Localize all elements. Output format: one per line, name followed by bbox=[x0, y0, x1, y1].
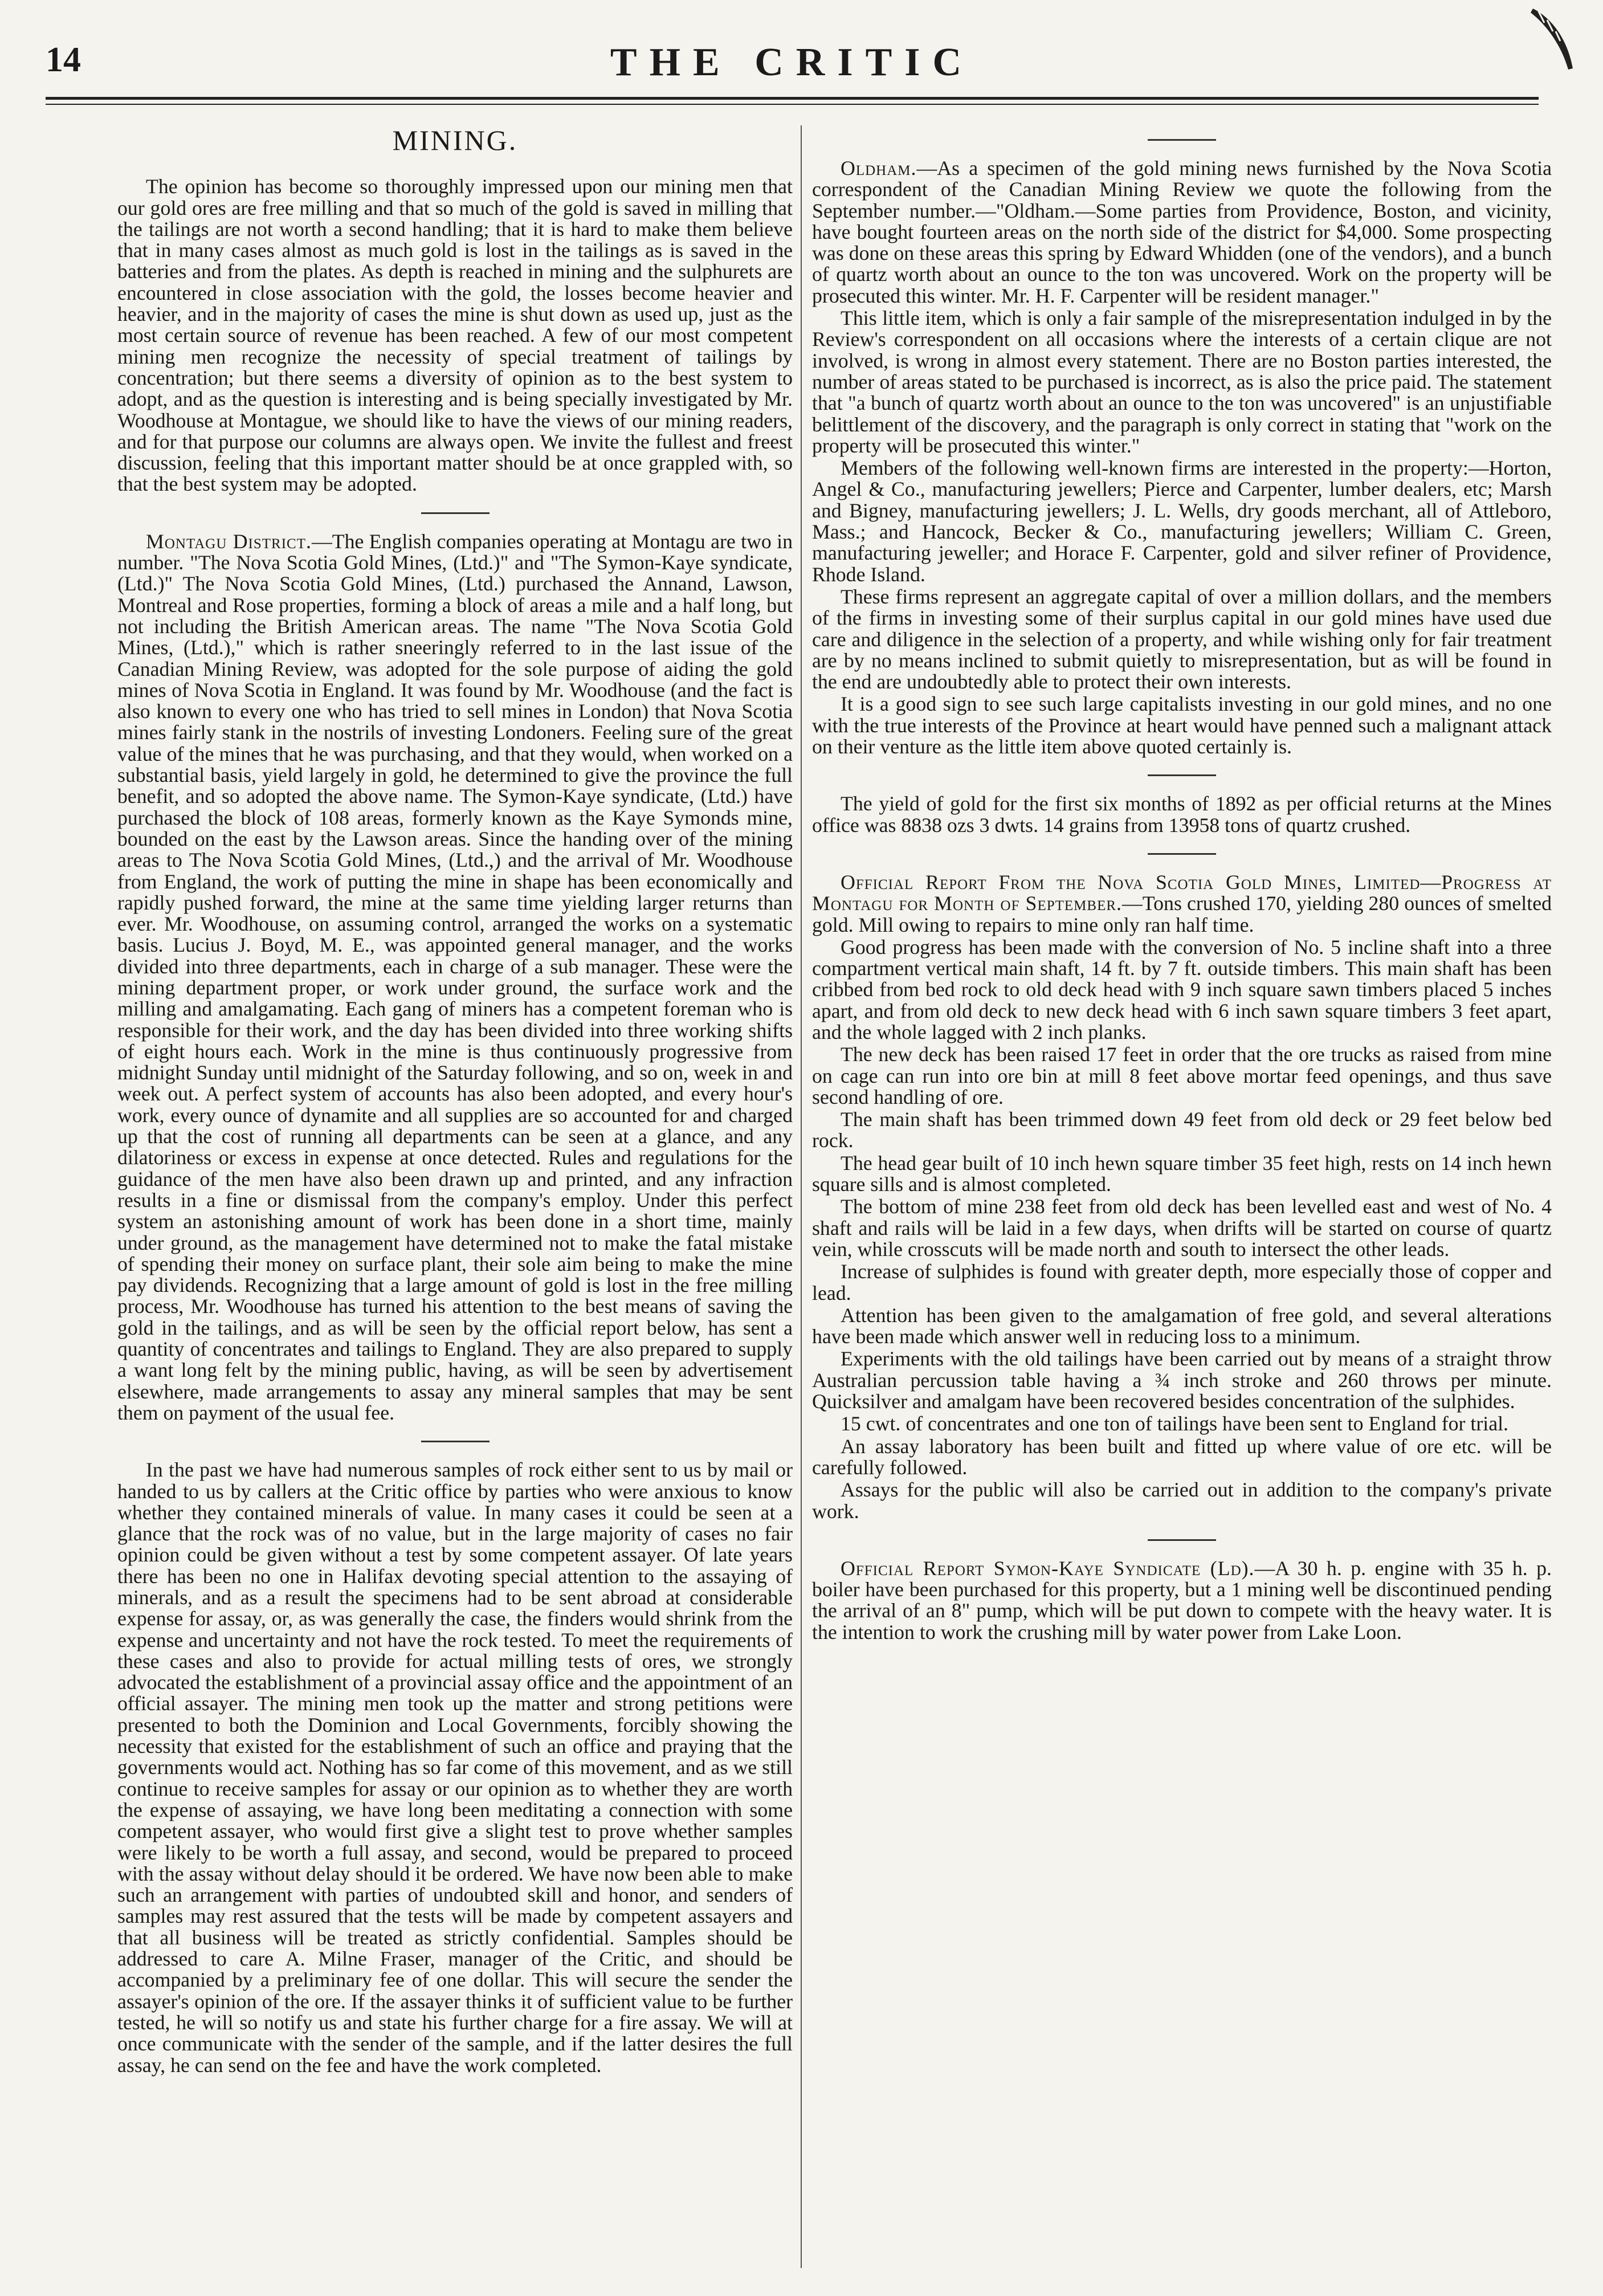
montagu-lead: Montagu District. bbox=[146, 529, 312, 553]
left-column bbox=[117, 125, 793, 2268]
progress-paragraph: Good progress has been made with the conversion of No. 5 incline shaft into a three compartment vertical main shaft, 14 ft. by 7 ft. outside timbers. This main shaft has been cribbed from bed rock to old deck head with 9 inch square sawn timbers placed 5 inches apart, and from old deck to new deck head with 6 inch sawn square timbers 3 feet apart, and the whole lagged with 2 inch planks. bbox=[812, 935, 1552, 1043]
progress-paragraph: An assay laboratory has been built and fitted up where value of ore etc. will be carefully followed. bbox=[812, 1434, 1552, 1479]
oldham-paragraph-5: It is a good sign to see such large capitalists investing in our gold mines, and no one with the true interests of the Province at heart would have penned such a malignant attack on their venture as the little item above quoted certainly is. bbox=[812, 692, 1552, 758]
right-column bbox=[812, 125, 1552, 2268]
oldham-paragraph-2: This little item, which is only a fair sample of the misrepresentation indulged in by the Review's correspondent on all occasions where the interests of a certain clique are not involved, is wrong in almost every statement. There are no Boston parties interested, the number of areas stated to be purchased is incorrect, as is also the price paid. The statement that "a bunch of quartz worth about an ounce to the ton was uncovered" is an unjustifiable belittlement of the discovery, and the paragraph is only correct in stating that "work on the property will be prosecuted this winter." bbox=[812, 307, 1552, 457]
progress-paragraph: Assays for the public will also be carried out in addition to the company's private work. bbox=[812, 1478, 1552, 1523]
progress-paragraph: The bottom of mine 238 feet from old deck has been levelled east and west of No. 4 shaft and rails will be laid in a few days, when drifts will be started on course of quartz vein, while crosscuts will be made north and south to intersect the other leads. bbox=[812, 1195, 1552, 1261]
assay-paragraph: In the past we have had numerous samples of rock either sent to us by mail or handed to us by callers at the Critic office by parties who were anxious to know whether they contained minerals of value. In many cases it could be seen at a glance that the rock was of no value, but in the large majority of cases no fair opinion could be given without a test by some competent assayer. Of late years there has been no one in Halifax devoting special attention to the assaying of minerals, and as a result the specimens had to be sent abroad at considerable expense for assay, or, as was generally the case, the finders would shrink from the expense and uncertainty and not have the rock tested. To meet the requirements of these cases and also to provide for actual milling tests of ores, we strongly advocated the establishment of a provincial assay office and the appointment of an official assayer. The mining men took up the matter and strong petitions were presented to both the Dominion and Local Governments, forcibly showing the necessity that existed for the establishment of such an office and praying that the governments would act. Nothing has so far come of this movement, and as we still continue to receive samples for assay or our opinion as to whether they are worth the expense of assaying, we have long been meditating a connection with some competent assayer, who would first give a slight test to prove whether samples were likely to be worth a full assay, and second, would be prepared to proceed with the assay without delay should it be ordered. We have now been able to make such an arrangement with parties of undoubted skill and honor, and senders of samples may rest assured that the tests will be made by competent assayers and that all business will be treated as strictly confidential. Samples should be addressed to care A. Milne Fraser, manager of the Critic, and should be accompanied by a preliminary fee of one dollar. This will secure the sender the assayer's opinion of the ore. If the assayer thinks it of sufficient value to be further tested, he will so notify us and state his further charge for a fire assay. We will at once communicate with the sender of the sample, and if the latter desires the full assay, he can send on the fee and have the work completed. bbox=[117, 1458, 793, 2077]
progress-paragraph: Experiments with the old tailings have been carried out by means of a straight throw Australian percussion table having a ¾ inch stroke and 260 throws per minute. Quicksilver and amalgam have been recovered besides concentration of the sulphides. bbox=[812, 1347, 1552, 1413]
separator bbox=[1148, 774, 1216, 776]
progress-paragraph: 15 cwt. of concentrates and one ton of tailings have been sent to England for trial. bbox=[841, 1412, 1508, 1435]
symon-kaye-text: —A 30 h. p. engine with 35 h. p. boiler have been purchased for this property, but a 1 mining well be discontinued pending the arrival of an 8" pump, which will be put down to compete with the heavy water. It is the intention to work the crushing mill by water power from Lake Loon. bbox=[812, 1556, 1552, 1644]
tailings-paragraph: The opinion has become so thoroughly impressed upon our mining men that our gold ores are free milling and that so much of the gold is saved in milling that the tailings are not worth a second handling; that it is hard to make them believe that in many cases almost as much gold is lost in the tailings as is saved in the batteries and from the plates. As depth is reached in mining and the sulphurets are encountered in close association with the gold, the losses become heavier and heavier, and in the majority of cases the mine is shut down as used up, just as the most certain source of revenue has been reached. A few of our most competent mining men recognize the necessity of special treatment of tailings by concentration; but there seems a diversity of opinion as to the best system to adopt, and as the question is interesting and is being specially investigated by Mr. Woodhouse at Montague, we should like to have the views of our mining readers, and for that purpose our columns are always open. We invite the fullest and freest discussion, feeling that this important matter should be at once grappled with, so that the best system may be adopted. bbox=[117, 175, 793, 496]
separator bbox=[1148, 853, 1216, 855]
oldham-lead: Oldham. bbox=[841, 157, 917, 180]
progress-paragraph: Increase of sulphides is found with greater depth, more especially those of copper and lead. bbox=[812, 1260, 1552, 1304]
oldham-paragraph bbox=[812, 158, 1552, 307]
progress-paragraph: The main shaft has been trimmed down 49 feet from old deck or 29 feet below bed rock. bbox=[812, 1108, 1552, 1152]
masthead: THE CRITIC bbox=[610, 40, 974, 84]
separator bbox=[421, 512, 490, 514]
progress-paragraph: The new deck has been raised 17 feet in order that the ore trucks as raised from mine on cage can run into ore bin at mill 8 feet above mortar feed openings, and thus save second handling of ore. bbox=[812, 1043, 1552, 1108]
official-report-paragraph bbox=[812, 872, 1552, 936]
progress-paragraph: Attention has been given to the amalgamation of free gold, and several alterations have been made which answer well in reducing loss to a minimum. bbox=[812, 1303, 1552, 1348]
separator bbox=[1148, 139, 1216, 141]
feather-quill-icon bbox=[1527, 6, 1578, 74]
montagu-text: —The English companies operating at Montagu are two in number. "The Nova Scotia Gold Mines, (Ltd.)" and "The Symon-Kaye syndicate, (Ltd.)" The Nova Scotia Gold Mines, (Ltd.) purchased the Annand, Lawson, Montreal and Rose properties, forming a block of areas a mile and a half long, but not including the British American areas. The name "The Nova Scotia Gold Mines, (Ltd.)," which is rather sneeringly referred to in the last issue of the Canadian Mining Review, was adopted for the sole purpose of aiding the gold mines of Nova Scotia in England. It was found by Mr. Woodhouse (and the fact is also known to every one who has tried to sell mines in London) that Nova Scotia mines fairly stank in the nostrils of investing Londoners. Feeling sure of the great value of the mines that he was purchasing, and that they would, when worked on a substantial basis, yield largely in gold, he determined to give the province the full benefit, and so adopted the above name. The Symon-Kaye syndicate, (Ltd.) have purchased the block of 108 areas, formerly known as the Kaye Symonds mine, bounded on the east by the Lawson areas. Since the handing over of the mining areas to The Nova Scotia Gold Mines, (Ltd.,) and the arrival of Mr. Woodhouse from England, the work of putting the mine in shape has been economically and rapidly pushed forward, the mine at the same time yielding larger returns than ever. Mr. Woodhouse, on assuming control, arranged the works on a systematic basis. Lucius J. Boyd, M. E., was appointed general manager, and the works divided into three departments, each in charge of a sub manager. These were the mining department proper, or work under ground, the surface work and the milling and amalgamating. Each gang of miners has a competent foreman who is responsible for their work, and the day has been divided into three working shifts of eight hours each. Work in the mine is thus continuously progressive from midnight Sunday until midnight of the Saturday following, and so on, week in and week out. A perfect system of accounts has also been adopted, and every hour's work, every ounce of dynamite and all supplies are so accounted for and charged up that the cost of running all departments can be seen at a glance, and any dilatoriness or excess in expense at once detected. Rules and regulations for the guidance of the men have also been drawn up and printed, and any infraction results in a fine or dismissal from the company's employ. Under this perfect system an astonishing amount of work has been done in a short time, mainly under ground, as the management have determined not to make the fatal mistake of spending their money on surface plant, their sole aim being to make the mine pay dividends. Recognizing that a large amount of gold is lost in the free milling process, Mr. Woodhouse has turned his attention to the best means of saving the gold in the tailings, and as will be seen by the official report below, has sent a quantity of concentrates and tailings to England. They are also prepared to supply a want long felt by the mining public, having, as will be seen by advertisement elsewhere, made arrangements to assay any mineral samples that may be sent them on payment of the usual fee. bbox=[117, 529, 793, 1424]
separator bbox=[1148, 1539, 1216, 1541]
header-rule bbox=[46, 97, 1539, 100]
section-title: MINING. bbox=[392, 125, 518, 156]
column-divider bbox=[801, 125, 802, 2268]
progress-paragraph: The head gear built of 10 inch hewn square timber 35 feet high, rests on 14 inch hewn square sills and is almost completed. bbox=[812, 1151, 1552, 1196]
oldham-paragraph-3: Members of the following well-known firms are interested in the property:—Horton, Angel & Co., manufacturing jewellers; Pierce and Carpenter, lumber dealers, etc; Marsh and Bigney, manufacturing jewellers; J. L. Wells, dry goods merchant, all of Attleboro, Mass.; and Hancock, Becker & Co., manufacturing jewellers; William C. Green, manufacturing jeweller; and Horace F. Carpenter, gold and silver refiner of Providence, Rhode Island. bbox=[812, 456, 1552, 586]
page-header bbox=[46, 40, 1539, 114]
header-rule-thin bbox=[46, 104, 1539, 105]
official-report-lead: Official Report From the Nova Scotia Gold Mines, Limited—Progress at Montagu for Month of September. bbox=[812, 870, 1552, 915]
montagu-paragraph bbox=[117, 531, 793, 1424]
symon-kaye-lead: Official Report Symon-Kaye Syndicate (Ld). bbox=[841, 1556, 1255, 1580]
oldham-text: —As a specimen of the gold mining news furnished by the Nova Scotia correspondent of the Canadian Mining Review we quote the following from the September number.—"Oldham.—Some parties from Providence, Boston, and vicinity, have bought fourteen areas on the north side of the district for $4,000. Some prospecting was done on these areas this spring by Edward Whidden (one of the vendors), and a bunch of quartz worth about an ounce to the ton was uncovered. Work on the property will be prosecuted this winter. Mr. H. F. Carpenter will be resident manager." bbox=[812, 157, 1552, 307]
yield-paragraph: The yield of gold for the first six months of 1892 as per official returns at the Mines office was 8838 ozs 3 dwts. 14 grains from 13958 tons of quartz crushed. bbox=[812, 792, 1552, 837]
separator bbox=[421, 1441, 490, 1442]
symon-kaye-paragraph bbox=[812, 1558, 1552, 1643]
oldham-paragraph-4: These firms represent an aggregate capital of over a million dollars, and the members of the firms in investing some of their surplus capital in our gold mines have used due care and diligence in the selection of a property, and while wishing only for fair treatment are by no means inclined to submit quietly to misrepresentation, but as will be found in the end are undoubtedly able to protect their own interests. bbox=[812, 585, 1552, 694]
page-number: 14 bbox=[46, 40, 81, 79]
official-report-text: —Tons crushed 170, yielding 280 ounces of smelted gold. Mill owing to repairs to mine only ran half time. bbox=[812, 892, 1552, 936]
